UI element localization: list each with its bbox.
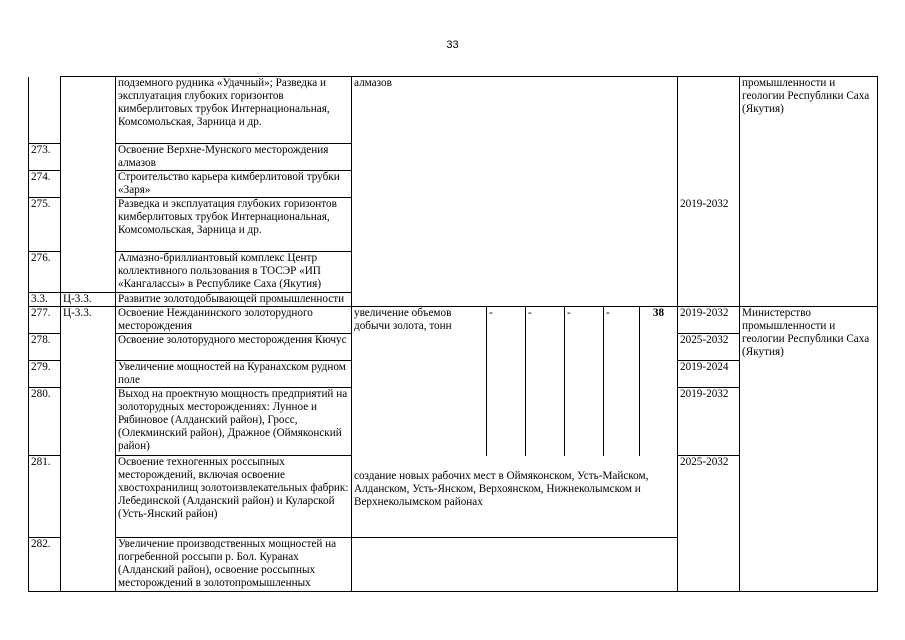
value-cell: - (526, 307, 565, 456)
num-cell: 278. (29, 334, 61, 361)
period-cell: 2019-2032 (678, 307, 740, 334)
task-cell: Освоение Нежданинского золоторудного месторождения (116, 307, 352, 334)
executor-cell: Министерство промышленности и геологии Республики Саха (Якутия) (740, 307, 878, 592)
code-cell (61, 171, 116, 198)
code-cell (61, 144, 116, 171)
value-cell: - (565, 307, 604, 456)
task-cell: Разведка и эксплуатация глубоких горизонтов кимберлитовых трубок Интернациональная, Комсомольская, Зарница и др. (116, 198, 352, 252)
task-cell: Увеличение мощностей на Куранахском рудном поле (116, 361, 352, 388)
task-cell: Выход на проектную мощность предприятий на золоторудных месторождениях: Лунное и Рябиновое (Алданский район), Гросс, (Олекминский район), Дражное (Оймяконский район) (116, 388, 352, 456)
section-code: Ц-3.3. (61, 293, 116, 307)
num-cell: 275. (29, 198, 61, 252)
task-cell: Освоение техногенных россыпных месторождений, включая освоение хвостохранилищ золотоизвлекательных фабрик: Лебединской (Алданский район) и Куларской (Усть-Янский район) (116, 456, 352, 538)
task-cell: Алмазно-бриллиантовый комплекс Центр коллективного пользования в ТОСЭР «ИП «Кангалассы» в Республике Саха (Якутия) (116, 252, 352, 293)
code-cell (61, 198, 116, 252)
num-cell: 279. (29, 361, 61, 388)
task-cell: Освоение Верхне-Мунского месторождения алмазов (116, 144, 352, 171)
period-cell: 2019-2032 (678, 388, 740, 456)
code-cell (61, 77, 116, 144)
num-cell: 274. (29, 171, 61, 198)
num-cell (29, 77, 61, 144)
section-title: Развитие золотодобывающей промышленности (116, 293, 878, 307)
num-cell: 282. (29, 538, 61, 592)
table-row (29, 307, 878, 334)
period-cell: 2019-2024 (678, 361, 740, 388)
num-cell: 277. (29, 307, 61, 334)
section-num: 3.3. (29, 293, 61, 307)
program-table (28, 76, 878, 592)
task-cell: Освоение золоторудного месторождения Кючус (116, 334, 352, 361)
period-cell (678, 77, 740, 198)
indicator-cell: алмазов (352, 77, 678, 307)
task-cell: Увеличение производственных мощностей на погребенной россыпи р. Бол. Куранах (Алданский район), освоение россыпных месторождений в золотопромышленных (116, 538, 352, 592)
period-cell: 2025-2032 (678, 334, 740, 361)
num-cell: 273. (29, 144, 61, 171)
indicator-cell (352, 538, 678, 592)
table-row (29, 77, 878, 144)
value-cell: - (604, 307, 640, 456)
task-cell: подземного рудника «Удачный»; Разведка и эксплуатация глубоких горизонтов кимберлитовых трубок Интернациональная, Комсомольская, Зарница и др. (116, 77, 352, 144)
num-cell: 276. (29, 252, 61, 293)
page-number: 33 (446, 39, 459, 51)
num-cell: 280. (29, 388, 61, 456)
code-cell: Ц-3.3. (61, 307, 116, 592)
num-cell: 281. (29, 456, 61, 538)
period-cell: 2019-2032 (678, 198, 740, 307)
period-cell: 2025-2032 (678, 456, 740, 592)
jobs-cell: создание новых рабочих мест в Оймяконском, Усть-Майском, Алданском, Усть-Янском, Верхоянском, Нижнеколымском и Верхнеколымском районах (352, 456, 678, 538)
executor-cell: промышленности и геологии Республики Саха (Якутия) (740, 77, 878, 307)
code-cell (61, 252, 116, 293)
value-cell: - (487, 307, 526, 456)
indicator-cell: увеличение объемов добычи золота, тонн (352, 307, 487, 456)
value-cell: 38 (640, 307, 678, 456)
section-row (29, 293, 878, 307)
task-cell: Строительство карьера кимберлитовой трубки «Заря» (116, 171, 352, 198)
